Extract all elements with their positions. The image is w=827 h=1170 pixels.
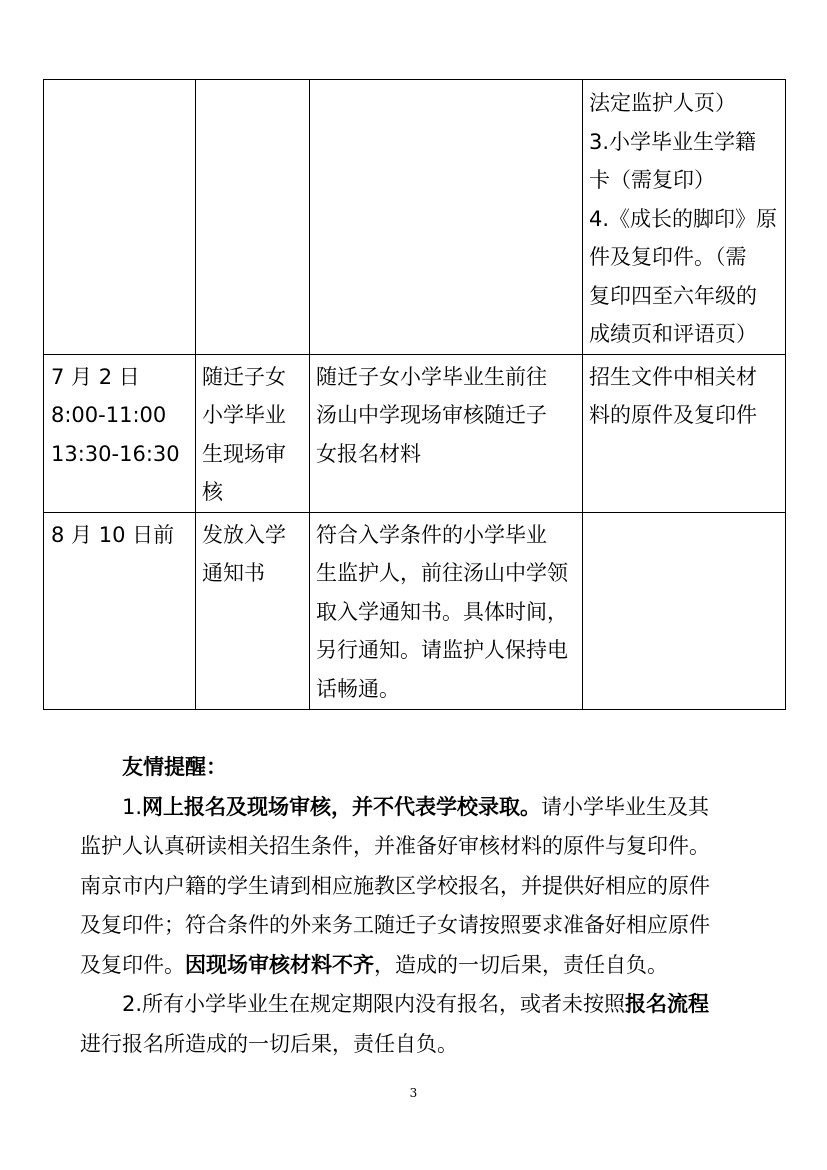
reminder-paragraph-1	[80, 788, 770, 986]
cell-line: 件及复印件。（需	[589, 245, 747, 269]
page-number: 3	[409, 1086, 418, 1100]
p1-line3: 南京市内户籍的学生请到相应施教区学校报名，并提供好相应的原件	[80, 873, 710, 898]
cell-line: 另行通知。请监护人保持电	[316, 638, 568, 662]
table-row	[44, 354, 786, 512]
cell-line: 7 月 2 日	[51, 364, 140, 389]
cell-line: 成绩页和评语页）	[589, 322, 757, 346]
cell-materials	[583, 512, 786, 710]
cell-line: 招生文件中相关材	[589, 364, 757, 389]
table-row	[44, 80, 786, 355]
cell-line: 料的原件及复印件	[589, 403, 757, 427]
cell-line: 汤山中学现场审核随迁子	[316, 403, 547, 427]
p1-line5-rest: ，造成的一切后果，责任自负。	[374, 952, 668, 977]
p1-line4: 及复印件；符合条件的外来务工随迁子女请按照要求准备好相应原件	[80, 913, 710, 937]
cell-line: 话畅通。	[316, 676, 400, 701]
friendly-reminder	[80, 748, 770, 1064]
cell-line: 发放入学	[202, 522, 286, 547]
p1-line1-rest: 请小学毕业生及其	[541, 794, 710, 819]
p1-line2: 监护人认真研读相关招生条件，并准备好审核材料的原件与复印件。	[80, 834, 710, 858]
cell-date-time	[44, 80, 196, 355]
table-row	[44, 512, 786, 710]
cell-line: 8 月 10 日前	[51, 522, 175, 547]
cell-line: 13:30-16:30	[51, 441, 180, 466]
p1-bold-lead: 网上报名及现场审核，并不代表学校录取。	[142, 794, 542, 819]
cell-task	[196, 80, 310, 355]
cell-line: 8:00-11:00	[51, 403, 167, 427]
cell-description	[310, 80, 583, 355]
cell-line: 女报名材料	[316, 441, 421, 466]
cell-description	[310, 354, 583, 512]
cell-line: 4.《成长的脚印》原	[589, 206, 778, 231]
cell-line: 卡（需复印）	[589, 168, 715, 192]
cell-line: 小学毕业	[202, 403, 286, 427]
reminder-heading: 友情提醒：	[122, 755, 227, 779]
cell-task	[196, 512, 310, 710]
cell-line: 取入学通知书。具体时间，	[316, 599, 568, 624]
cell-date-time	[44, 512, 196, 710]
reminder-paragraph-2	[80, 985, 770, 1064]
p1-line5-start: 及复印件。	[80, 952, 185, 977]
cell-line: 法定监护人页）	[589, 91, 736, 115]
cell-line: 符合入学条件的小学毕业	[316, 522, 547, 547]
cell-line: 生监护人，前往汤山中学领	[316, 561, 568, 585]
cell-date-time	[44, 354, 196, 512]
cell-description	[310, 512, 583, 710]
cell-materials	[583, 80, 786, 355]
cell-line: 生现场审	[202, 441, 286, 466]
p1-number: 1.	[122, 794, 143, 819]
cell-line: 随迁子女	[202, 364, 286, 389]
cell-line: 通知书	[202, 561, 265, 585]
p1-line5-bold: 因现场审核材料不齐	[185, 952, 374, 977]
cell-line: 3.小学毕业生学籍	[589, 129, 757, 154]
p2-line2: 进行报名所造成的一切后果，责任自负。	[80, 1031, 458, 1056]
cell-task	[196, 354, 310, 512]
cell-materials	[583, 354, 786, 512]
p2-line1-bold: 报名流程	[625, 992, 710, 1016]
p2-line1-start: 2.所有小学毕业生在规定期限内没有报名，或者未按照	[122, 992, 626, 1016]
cell-line: 复印四至六年级的	[589, 283, 757, 308]
enrollment-schedule-table	[43, 79, 786, 710]
cell-line: 随迁子女小学毕业生前往	[316, 364, 547, 389]
cell-line: 核	[202, 480, 223, 504]
